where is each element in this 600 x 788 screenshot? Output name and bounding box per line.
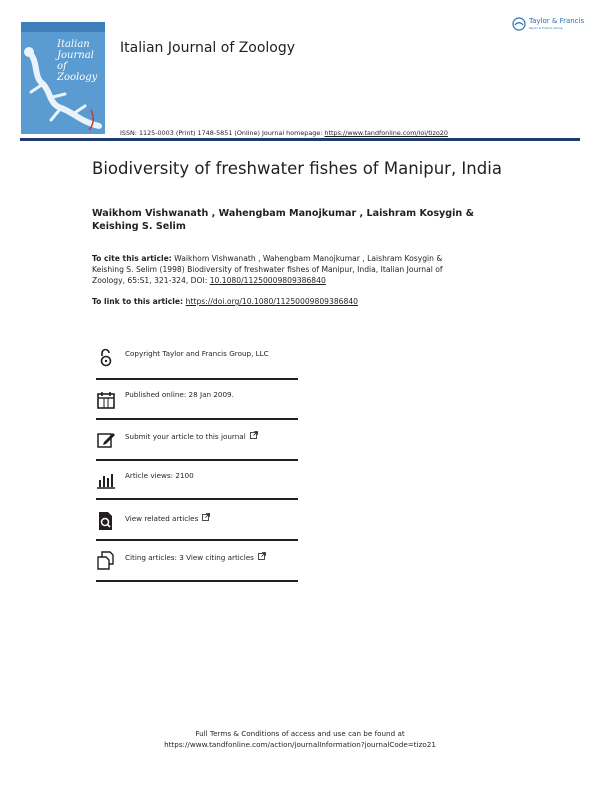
cite-label: To cite this article: (92, 254, 172, 263)
open-access-lock-icon (96, 348, 116, 368)
edit-pencil-icon (96, 430, 116, 450)
link-label: To link to this article: (92, 297, 186, 306)
taylor-francis-logo-icon (512, 17, 526, 31)
info-divider (96, 378, 298, 380)
published-row (96, 384, 298, 414)
bar-chart-icon (96, 470, 116, 490)
journal-cover-image (21, 22, 105, 134)
publisher-name: Taylor & Francis (529, 17, 585, 25)
citing-documents-icon (96, 550, 116, 570)
header-divider (20, 138, 580, 141)
cite-text: Keishing S. Selim (1998) Biodiversity of freshwater fishes of Manipur, India, Italian Journal of (92, 265, 443, 274)
authors-line: Waikhom Vishwanath , Wahengbam Manojkumar , Laishram Kosygin & (92, 208, 474, 219)
published-date-text: Published online: 28 Jan 2009. (125, 390, 234, 399)
footer-terms-text: Full Terms & Conditions of access and use can be found at (195, 729, 405, 738)
citing-articles-link[interactable]: Citing articles: 3 View citing articles (125, 553, 254, 562)
journal-homepage-link[interactable]: https://www.tandfonline.com/loi/tizo20 (324, 129, 448, 137)
issn-line (120, 129, 448, 137)
article-authors (92, 207, 492, 233)
info-divider (96, 459, 298, 461)
submit-article-link[interactable]: Submit your article to this journal (125, 432, 246, 441)
authors-line: Keishing S. Selim (92, 221, 186, 232)
article-doi-url[interactable]: https://doi.org/10.1080/11250009809386840 (185, 297, 358, 306)
related-articles-row[interactable] (96, 505, 298, 535)
external-link-icon (250, 431, 258, 439)
article-views-row (96, 464, 298, 494)
external-link-icon (258, 552, 266, 560)
external-link-icon (202, 513, 210, 521)
journal-title[interactable]: Italian Journal of Zoology (120, 40, 296, 56)
related-articles-link[interactable]: View related articles (125, 514, 199, 523)
article-title: Biodiversity of freshwater fishes of Manipur, India (92, 159, 502, 178)
doi-link[interactable]: 10.1080/11250009809386840 (209, 276, 326, 285)
info-divider (96, 418, 298, 420)
info-divider (96, 580, 298, 582)
copyright-text: Copyright Taylor and Francis Group, LLC (125, 349, 269, 358)
publisher-subtitle: Taylor & Francis Group (529, 26, 563, 30)
calendar-icon (96, 390, 116, 410)
citation-block (92, 253, 492, 286)
cite-text: Zoology, 65:S1, 321-324, DOI: (92, 276, 210, 285)
copyright-row (96, 342, 298, 372)
citing-articles-row[interactable] (96, 544, 298, 574)
document-search-icon (96, 511, 116, 531)
article-link-line (92, 297, 492, 307)
info-divider (96, 498, 298, 500)
submit-article-row[interactable] (96, 424, 298, 454)
article-views-text: Article views: 2100 (125, 471, 194, 480)
cover-journal-title: Italian Journal of Zoology (57, 39, 98, 83)
issn-text: ISSN: 1125-0003 (Print) 1748-5851 (Online) Journal homepage: (120, 129, 325, 137)
cite-text: Waikhom Vishwanath , Wahengbam Manojkumar , Laishram Kosygin & (171, 254, 443, 263)
terms-footer (100, 728, 500, 750)
footer-terms-url[interactable]: https://www.tandfonline.com/action/journalInformation?journalCode=tizo21 (164, 740, 436, 749)
info-divider (96, 539, 298, 541)
publisher-logo[interactable] (512, 16, 584, 38)
